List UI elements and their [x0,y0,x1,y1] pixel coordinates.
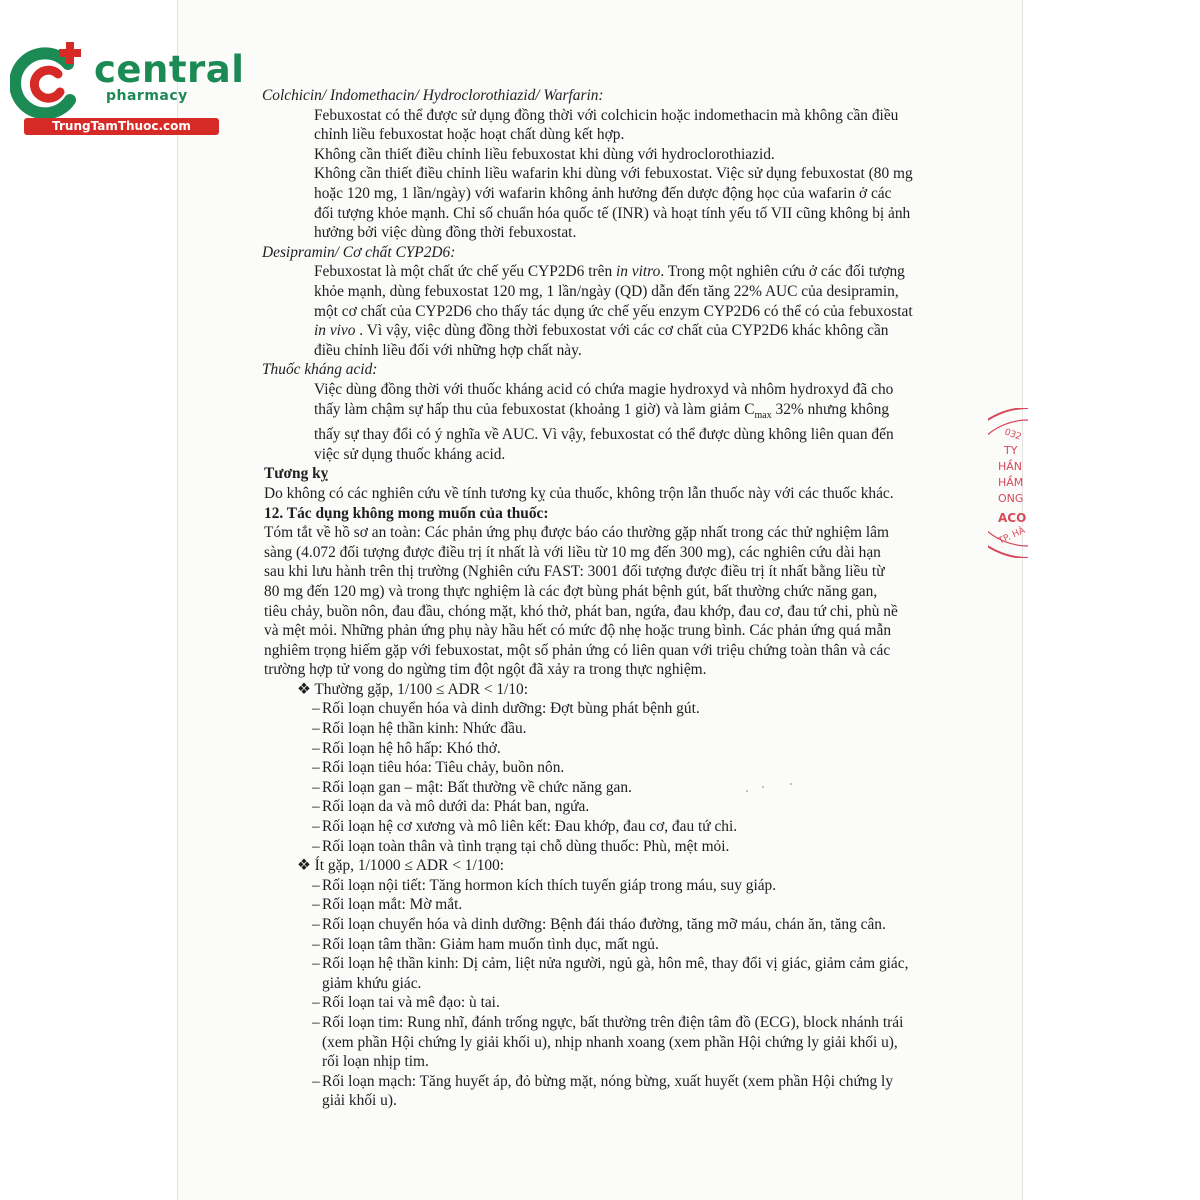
list-item-text: Rối loạn hệ thần kinh: Nhức đầu. [322,720,527,738]
text-line: một cơ chất của CYP2D6 cho thấy tác dụng ức chế yếu enzym CYP2D6 có thể có của febuxostat [314,302,913,320]
text-line: Tóm tắt về hồ sơ an toàn: Các phản ứng phụ được báo cáo thường gặp nhất trong các thử nghiệm lâm [264,524,889,542]
list-item-text: Rối loạn chuyển hóa và dinh dưỡng: Bệnh đái tháo đường, tăng mỡ máu, chán ăn, tăng cân. [322,916,886,934]
text-line: sau khi lưu hành trên thị trường (Nghiên cứu FAST: 3001 đối tượng được điều trị ít nhất bằng liều từ [264,563,885,581]
central-pharmacy-logo-icon [10,40,90,120]
dash-icon: – [312,1072,320,1090]
text-line: và mệt mỏi. Những phản ứng phụ này hầu hết có mức độ nhẹ hoặc trung bình. Các phản ứng quá mẫn [264,622,892,640]
list-item-text: Rối loạn mắt: Mờ mắt. [322,896,463,914]
list-item-text: Rối loạn tâm thần: Giảm ham muốn tình dục, mất ngủ. [322,935,659,953]
dash-icon: – [312,994,320,1012]
dash-icon: – [312,1013,320,1031]
section-heading-incompatibility: Tương kỵ [264,465,329,483]
dash-icon: – [312,876,320,894]
list-item-text: Rối loạn toàn thân và tình trạng tại chỗ dùng thuốc: Phù, mệt mỏi. [322,837,730,855]
text-line: khỏe mạnh, dùng febuxostat 120 mg, 1 lần/ngày (QD) dẫn đến tăng 22% AUC của desipramin, [314,282,899,300]
diamond-bullet-icon: ❖ [297,857,311,875]
dash-icon: – [312,896,320,914]
text-line: Do không có các nghiên cứu về tính tương kỵ của thuốc, không trộn lẫn thuốc này với các thuốc khác. [264,484,894,502]
company-stamp [988,408,1028,558]
list-item-text: Rối loạn hệ cơ xương và mô liên kết: Đau khớp, đau cơ, đau tứ chi. [322,818,738,836]
section-heading-adverse-effects: 12. Tác dụng không mong muốn của thuốc: [264,504,549,522]
list-item-text: Rối loạn chuyển hóa và dinh dưỡng: Đợt bùng phát bệnh gút. [322,700,700,718]
frequency-label: Thường gặp, 1/100 ≤ ADR < 1/10: [314,680,528,698]
stamp-text-7: TP. HÀ [997,525,1027,547]
dash-icon: – [312,798,320,816]
text-line [264,321,970,341]
dash-icon: – [312,818,320,836]
dash-icon: – [312,955,320,973]
section-heading-desipramin: Desipramin/ Cơ chất CYP2D6: [262,243,456,261]
document-body [264,86,970,1111]
list-item [264,739,970,759]
stamp-text-6: ACO [998,511,1027,525]
list-item [264,758,970,778]
list-item-continuation: giảm khứu giác. [322,974,422,992]
text-line [264,262,970,282]
list-item [264,699,970,719]
text-line: chỉnh liều febuxostat hoặc hoạt chất dùng kết hợp. [314,126,625,144]
text-run: . Vì vậy, việc dùng đồng thời febuxostat với các cơ chất của CYP2D6 khác không cần [355,322,889,340]
dash-icon: – [312,759,320,777]
frequency-label: Ít gặp, 1/1000 ≤ ADR < 1/100: [314,857,505,875]
text-line: trường hợp tử vong do ngừng tim đột ngột đã xảy ra trong thực nghiệm. [264,661,707,679]
list-item-text: Rối loạn mạch: Tăng huyết áp, đỏ bừng mặt, nóng bừng, xuất huyết (xem phần Hội chứng ly [322,1072,894,1090]
list-item [264,837,970,857]
list-item-text: Rối loạn tim: Rung nhĩ, đánh trống ngực, bất thường trên điện tâm đồ (ECG), block nhánh trái [322,1013,904,1031]
list-item-continuation: rối loạn nhịp tim. [322,1053,429,1071]
list-item [264,895,970,915]
list-item-continuation: giải khối u). [322,1092,397,1110]
list-item [264,915,970,935]
frequency-heading-common [264,680,970,700]
brand-name: central [94,48,245,91]
text-line: Không cần thiết điều chỉnh liều wafarin khi dùng với febuxostat. Việc sử dụng febuxostat (80 mg [314,165,913,183]
stamp-text-1: 032 [1002,427,1023,443]
list-item-text: Rối loạn da và mô dưới da: Phát ban, ngứa. [322,798,590,816]
dash-icon: – [312,739,320,757]
text-line [264,400,970,426]
text-run: thấy làm chậm sự hấp thu của febuxostat (khoảng 1 giờ) và làm giảm C [314,400,755,418]
text-line: đối tượng khỏe mạnh. Chỉ số chuẩn hóa quốc tế (INR) và hoạt tính yếu tố VII cũng không bị ảnh [314,204,911,222]
list-item-continuation: (xem phần Hội chứng ly giải khối u), nhịp nhanh xoang (xem phần Hội chứng ly giải khối u), [322,1033,898,1051]
list-item [264,935,970,955]
frequency-heading-uncommon [264,856,970,876]
list-item [264,1013,970,1033]
text-line: hoặc 120 mg, 1 lần/ngày) với wafarin không ảnh hưởng đến dược động học của wafarin ở các [314,184,892,202]
stamp-text-4: HẦM [998,476,1024,489]
list-item-text: Rối loạn tai và mê đạo: ù tai. [322,994,500,1012]
subscript: max [754,409,772,421]
text-line: Việc dùng đồng thời với thuốc kháng acid có chứa magie hydroxyd và nhôm hydroxyd đã cho [314,380,894,398]
list-item [264,719,970,739]
text-run: 32% nhưng không [771,400,890,418]
text-run: Febuxostat là một chất ức chế yếu CYP2D6 trên [314,263,616,281]
diamond-bullet-icon: ❖ [297,680,311,698]
dash-icon: – [312,720,320,738]
list-item-text: Rối loạn nội tiết: Tăng hormon kích thích tuyến giáp trong máu, suy giáp. [322,876,777,894]
dash-icon: – [312,778,320,796]
list-item [264,954,970,974]
section-heading-antacid: Thuốc kháng acid: [262,361,378,379]
list-item [264,1072,970,1092]
list-item [264,993,970,1013]
list-item [264,797,970,817]
text-line: nghiêm trọng hiếm gặp với febuxostat, một số phản ứng có liên quan với triệu chứng toàn thân và các [264,641,891,659]
section-heading-colchicin: Colchicin/ Indomethacin/ Hydroclorothiazid/ Warfarin: [262,87,604,104]
text-line: điều chỉnh liều đối với những hợp chất này. [314,341,582,359]
text-line: việc sử dụng thuốc kháng acid. [314,445,506,463]
brand-subtitle: pharmacy [106,88,188,104]
italic-term: in vivo [314,322,356,340]
text-line: 80 mg đến 120 mg) và trong thực nghiệm là các đợt bùng phát bệnh gút, bất thường chức năng gan, [264,582,878,600]
dash-icon: – [312,935,320,953]
stamp-text-3: HẦN [998,460,1023,473]
stamp-text-2: TY [1004,444,1018,457]
dash-icon: – [312,837,320,855]
list-item-text: Rối loạn gan – mật: Bất thường về chức năng gan. [322,778,632,796]
list-item [264,876,970,896]
list-item-text: Rối loạn hệ thần kinh: Dị cảm, liệt nửa người, ngủ gà, hôn mê, thay đổi vị giác, giảm cảm giác, [322,955,909,973]
list-item-text: Rối loạn hệ hô hấp: Khó thở. [322,739,501,757]
list-item-text: Rối loạn tiêu hóa: Tiêu chảy, buồn nôn. [322,759,565,777]
dash-icon: – [312,700,320,718]
dash-icon: – [312,916,320,934]
stamp-text-5: ONG [998,492,1024,505]
text-line: sàng (4.072 đối tượng được điều trị ít nhất là với liều từ 10 mg đến 300 mg), các nghiên cứu dài hạn [264,543,881,561]
brand-logo[interactable] [10,40,245,140]
brand-domain-link[interactable]: TrungTamThuoc.com [24,118,219,135]
text-line: tiêu chảy, buồn nôn, đau đầu, chóng mặt, khó thở, phát ban, ngứa, đau khớp, đau cơ, đau tứ chi, phù nề [264,602,898,620]
list-item [264,778,970,798]
text-line: Febuxostat có thể được sử dụng đồng thời với colchicin hoặc indomethacin mà không cần điều [314,106,899,124]
text-run: . Trong một nghiên cứu ở các đối tượng [660,263,905,281]
list-item [264,817,970,837]
italic-term: in vitro [615,263,661,281]
text-line: Không cần thiết điều chỉnh liều febuxostat khi dùng với hydroclorothiazid. [314,145,775,163]
text-line: thấy sự thay đổi có ý nghĩa về AUC. Vì vậy, febuxostat có thể được dùng không liên quan đến [314,426,894,444]
text-line: hưởng bởi việc dùng đồng thời febuxostat. [314,224,577,242]
